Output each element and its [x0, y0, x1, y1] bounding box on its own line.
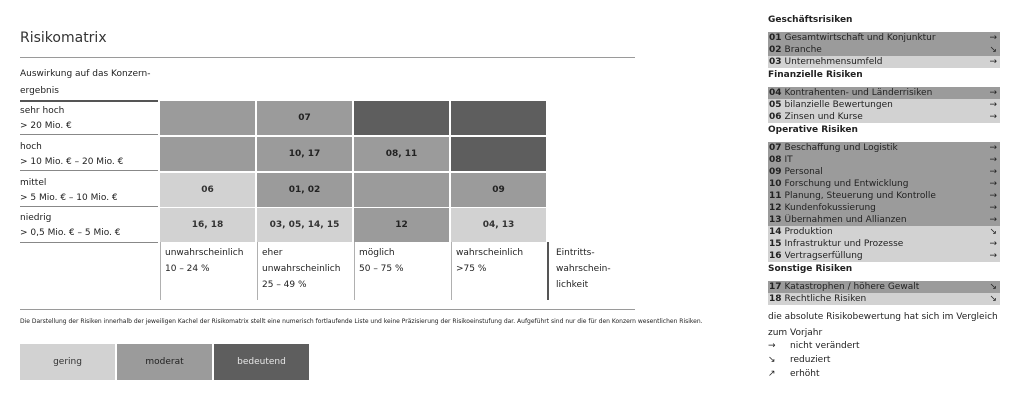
column-label-line: unwahrscheinlich	[165, 248, 244, 258]
matrix-cell: 01, 02	[257, 173, 352, 207]
risk-item-label: Forschung und Entwicklung	[784, 179, 909, 189]
row-label-range: > 20 Mio. €	[20, 121, 72, 131]
arrow-legend-label: nicht verändert	[790, 341, 860, 351]
row-label-name: sehr hoch	[20, 106, 65, 116]
trend-arrow-icon: ↗	[768, 369, 776, 379]
row-label	[20, 101, 158, 135]
footnote-divider	[20, 309, 635, 310]
risk-item-number: 11	[769, 191, 782, 201]
risk-item-number: 13	[769, 215, 782, 225]
risk-item-label: Vertragserfüllung	[784, 251, 863, 261]
column-label-line: 50 – 75 %	[359, 264, 404, 274]
trend-arrow-icon: →	[989, 57, 997, 67]
legend-moderat: moderat	[117, 344, 212, 380]
risk-category-heading: Finanzielle Risiken	[768, 70, 863, 80]
risk-category-heading: Sonstige Risiken	[768, 264, 853, 274]
row-label-range: > 10 Mio. € – 20 Mio. €	[20, 157, 124, 167]
risk-item	[768, 238, 1000, 250]
column-label-line: unwahrscheinlich	[262, 264, 341, 274]
trend-arrow-icon: →	[989, 143, 997, 153]
trend-arrow-icon: →	[989, 203, 997, 213]
risk-item-number: 04	[769, 88, 782, 98]
risk-item-number: 14	[769, 227, 782, 237]
column-label-line: 25 – 49 %	[262, 280, 307, 290]
footnote: Die Darstellung der Risiken innerhalb der jeweiligen Kachel der Risikomatrix stellt eine numerisch fortlaufende Liste und keine Präzisierung der Risikoeinstufung dar. Aufgeführt sind nur die für den Konzern wesentlichen Risiken.	[20, 318, 703, 325]
risk-item-number: 09	[769, 167, 782, 177]
risk-item-number: 10	[769, 179, 782, 189]
risk-item-number: 06	[769, 112, 782, 122]
matrix-cell	[354, 173, 449, 207]
trend-arrow-icon: ↘	[989, 294, 997, 304]
risk-item-label: IT	[784, 155, 793, 165]
row-label-name: mittel	[20, 178, 47, 188]
legend-gering: gering	[20, 344, 115, 380]
matrix-cell	[451, 137, 546, 171]
matrix-cell: 12	[354, 208, 449, 242]
matrix-cell: 09	[451, 173, 546, 207]
matrix-cell: 07	[257, 101, 352, 135]
risk-item-label: Produktion	[784, 227, 833, 237]
risk-item-number: 01	[769, 33, 782, 43]
trend-arrow-icon: →	[989, 251, 997, 261]
column-label	[161, 245, 256, 300]
risk-item-label: Kundenfokussierung	[784, 203, 876, 213]
risk-item	[768, 202, 1000, 214]
arrow-legend-item	[768, 353, 830, 367]
probability-axis-label: Eintritts- wahrschein- lichkeit	[556, 248, 611, 290]
trend-arrow-icon: →	[989, 191, 997, 201]
risk-item-label: Rechtliche Risiken	[784, 294, 867, 304]
matrix-cell: 04, 13	[451, 208, 546, 242]
risk-item-label: Beschaffung und Logistik	[784, 143, 898, 153]
column-label	[452, 245, 547, 300]
comparison-text: die absolute Risikobewertung hat sich im Vergleich zum Vorjahr	[768, 312, 998, 338]
risk-item-number: 02	[769, 45, 782, 55]
risk-item-label: Katastrophen / höhere Gewalt	[784, 282, 920, 292]
trend-arrow-icon: →	[989, 239, 997, 249]
risk-item-label: Unternehmensumfeld	[784, 57, 883, 67]
trend-arrow-icon: →	[989, 112, 997, 122]
legend-bedeutend: bedeutend	[214, 344, 309, 380]
trend-arrow-icon: →	[768, 341, 776, 351]
risk-item	[768, 281, 1000, 293]
matrix-cell: 16, 18	[160, 208, 255, 242]
trend-arrow-icon: →	[989, 100, 997, 110]
title-divider	[20, 57, 635, 58]
risk-item-number: 15	[769, 239, 782, 249]
risk-item-number: 08	[769, 155, 782, 165]
column-label-line: 10 – 24 %	[165, 264, 210, 274]
risk-category-heading: Operative Risiken	[768, 125, 858, 135]
arrow-legend-label: reduziert	[790, 355, 831, 365]
matrix-cell	[451, 101, 546, 135]
matrix-cell	[354, 101, 449, 135]
risk-item-label: Kontrahenten- und Länderrisiken	[784, 88, 933, 98]
row-label-bottom-rule	[20, 242, 158, 243]
column-label-line: >75 %	[456, 264, 487, 274]
risk-item	[768, 99, 1000, 111]
column-label-line: möglich	[359, 248, 395, 258]
column-label	[258, 245, 353, 300]
matrix-cell: 06	[160, 173, 255, 207]
column-label-line: wahrscheinlich	[456, 248, 524, 258]
trend-arrow-icon: ↘	[989, 45, 997, 55]
risk-item	[768, 142, 1000, 154]
arrow-legend-item	[768, 367, 820, 381]
trend-arrow-icon: →	[989, 167, 997, 177]
trend-arrow-icon: →	[989, 215, 997, 225]
row-label-name: hoch	[20, 142, 42, 152]
risk-item-label: Gesamtwirtschaft und Konjunktur	[784, 33, 936, 43]
matrix-cell	[160, 137, 255, 171]
trend-arrow-icon: ↘	[989, 282, 997, 292]
arrow-legend-item	[768, 339, 860, 353]
risk-item	[768, 111, 1000, 123]
risk-item	[768, 87, 1000, 99]
row-label	[20, 173, 158, 207]
row-label-range: > 0,5 Mio. € – 5 Mio. €	[20, 228, 121, 238]
risk-item-label: bilanzielle Bewertungen	[784, 100, 893, 110]
row-label	[20, 208, 158, 242]
risk-item-number: 07	[769, 143, 782, 153]
trend-arrow-icon: ↘	[768, 355, 776, 365]
matrix-cell: 10, 17	[257, 137, 352, 171]
risk-item	[768, 32, 1000, 44]
risk-item	[768, 56, 1000, 68]
risk-item-label: Übernahmen und Allianzen	[784, 215, 907, 225]
risk-item	[768, 44, 1000, 56]
page-title: Risikomatrix	[20, 30, 107, 46]
risk-category-heading: Geschäftsrisiken	[768, 15, 853, 25]
matrix-cell: 08, 11	[354, 137, 449, 171]
row-label-range: > 5 Mio. € – 10 Mio. €	[20, 193, 118, 203]
row-label-name: niedrig	[20, 213, 52, 223]
arrow-legend-label: erhöht	[790, 369, 820, 379]
risk-item-label: Planung, Steuerung und Kontrolle	[784, 191, 936, 201]
risk-item	[768, 166, 1000, 178]
trend-arrow-icon: →	[989, 33, 997, 43]
risk-item-number: 12	[769, 203, 782, 213]
risk-item	[768, 293, 1000, 305]
risk-item-label: Infrastruktur und Prozesse	[784, 239, 904, 249]
risk-item	[768, 190, 1000, 202]
risk-item-label: Branche	[784, 45, 822, 55]
risk-item-number: 17	[769, 282, 782, 292]
matrix-cell: 03, 05, 14, 15	[257, 208, 352, 242]
probability-axis-bar	[547, 242, 549, 300]
risk-item	[768, 154, 1000, 166]
impact-axis-heading: Auswirkung auf das Konzern-ergebnis	[20, 69, 151, 96]
risk-item-number: 05	[769, 100, 782, 110]
matrix-cell	[160, 101, 255, 135]
trend-arrow-icon: ↘	[989, 227, 997, 237]
risk-item-number: 03	[769, 57, 782, 67]
risk-item	[768, 178, 1000, 190]
row-label	[20, 137, 158, 171]
risk-item-number: 16	[769, 251, 782, 261]
risk-item	[768, 250, 1000, 262]
trend-arrow-icon: →	[989, 179, 997, 189]
trend-arrow-icon: →	[989, 155, 997, 165]
column-label	[355, 245, 450, 300]
trend-arrow-icon: →	[989, 88, 997, 98]
risk-item	[768, 214, 1000, 226]
risk-item-number: 18	[769, 294, 782, 304]
risk-item-label: Personal	[784, 167, 823, 177]
column-label-line: eher	[262, 248, 283, 258]
risk-item-label: Zinsen und Kurse	[784, 112, 863, 122]
risk-item	[768, 226, 1000, 238]
